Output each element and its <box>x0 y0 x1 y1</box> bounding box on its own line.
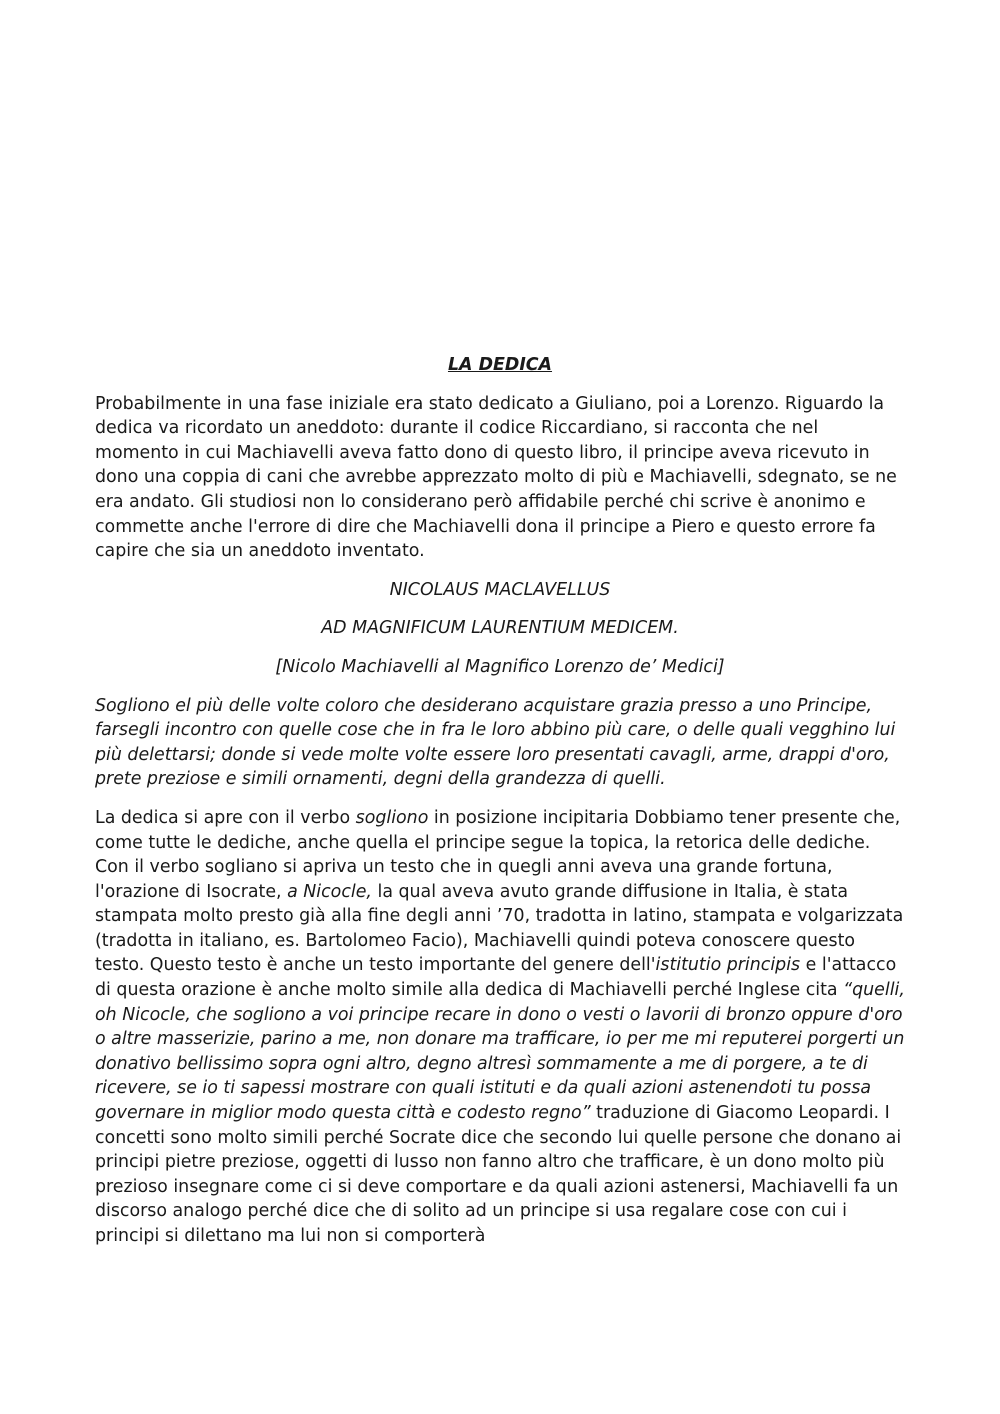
commentary-italic-quotation: “quelli, oh Nicocle, che sogliono a voi principe recare in dono o vesti o lavorii di bronzo oppure d'oro o altre masserizie, parino a me, non donare ma trafficare, io per me mi reputerei porgerti un donativo bellissimo sopra ogni altro, degno altresì sommamente a me di porgere, a te di ricevere, se io ti sapessi mostrare con quali istituti e da quali azioni astenendoti tu possa governare in miglior modo questa città e codesto regno” <box>95 980 905 1124</box>
commentary-text: in posizione incipitaria Dobbiamo tener presente che, come tutte le dediche, anche quella el principe segue la topica, la retorica delle dediche. Con il verbo sogliano si apriva un testo che in quegli anni aveva una grande fortuna, l'orazione di Isocrate, <box>95 807 901 902</box>
latin-author-line: NICOLAUS MACLAVELLUS <box>389 579 611 600</box>
commentary-italic-title: a Nicocle, <box>287 881 372 902</box>
translation-heading: [Nicolo Machiavelli al Magnifico Lorenzo de’ Medici] <box>275 656 725 677</box>
commentary-paragraph <box>95 806 905 1249</box>
document-page <box>95 353 905 1249</box>
commentary-text: e l'attacco di questa orazione è anche molto simile alla dedica di Machiavelli perché Inglese cita <box>95 955 897 1001</box>
commentary-italic-term: istitutio principis <box>655 955 801 976</box>
commentary-text: La dedica si apre con il verbo <box>95 807 356 828</box>
section-title: LA DEDICA <box>447 355 553 375</box>
commentary-text: la qual aveva avuto grande diffusione in Italia, è stata stampata molto presto già alla fine degli anni ’70, tradotta in latino, stampata e volgarizzata (tradotta in italiano, es. Bartolomeo Facio), Machiavelli quindi poteva conoscere questo testo. Questo testo è anche un testo importante del genere dell' <box>95 881 904 976</box>
dedication-quote: Sogliono el più delle volte coloro che desiderano acquistare grazia presso a uno Principe, farsegli incontro con quelle cose che in fra le loro abbino più care, o delle quali vegghino lui più delettarsi; donde si vede molte volte essere loro presentati cavagli, arme, drappi d'oro, prete preziose e simili ornamenti, degni della grandezza di quelli. <box>95 695 896 790</box>
intro-paragraph: Probabilmente in una fase iniziale era stato dedicato a Giuliano, poi a Lorenzo. Riguardo la dedica va ricordato un aneddoto: durante il codice Riccardiano, si racconta che nel momento in cui Machiavelli aveva fatto dono di questo libro, il principe aveva ricevuto in dono una coppia di cani che avrebbe apprezzato molto di più e Machiavelli, sdegnato, se ne era andato. Gli studiosi non lo considerano però affidabile perché chi scrive è anonimo e commette anche l'errore di dire che Machiavelli dona il principe a Piero e questo errore fa capire che sia un aneddoto inventato. <box>95 393 897 562</box>
latin-dedication-line: AD MAGNIFICUM LAURENTIUM MEDICEM. <box>321 618 679 639</box>
commentary-italic-term: sogliono <box>355 807 429 828</box>
commentary-text: traduzione di Giacomo Leopardi. I concetti sono molto simili perché Socrate dice che secondo lui quelle persone che donano ai principi pietre preziose, oggetti di lusso non fanno altro che trafficare, è un dono molto più prezioso insegnare come ci si deve comportare e da quali azioni astenersi, Machiavelli fa un discorso analogo perché dice che di solito ad un principe si usa regalare cose con cui i principi si dilettano ma lui non si comporterà <box>95 1103 902 1246</box>
